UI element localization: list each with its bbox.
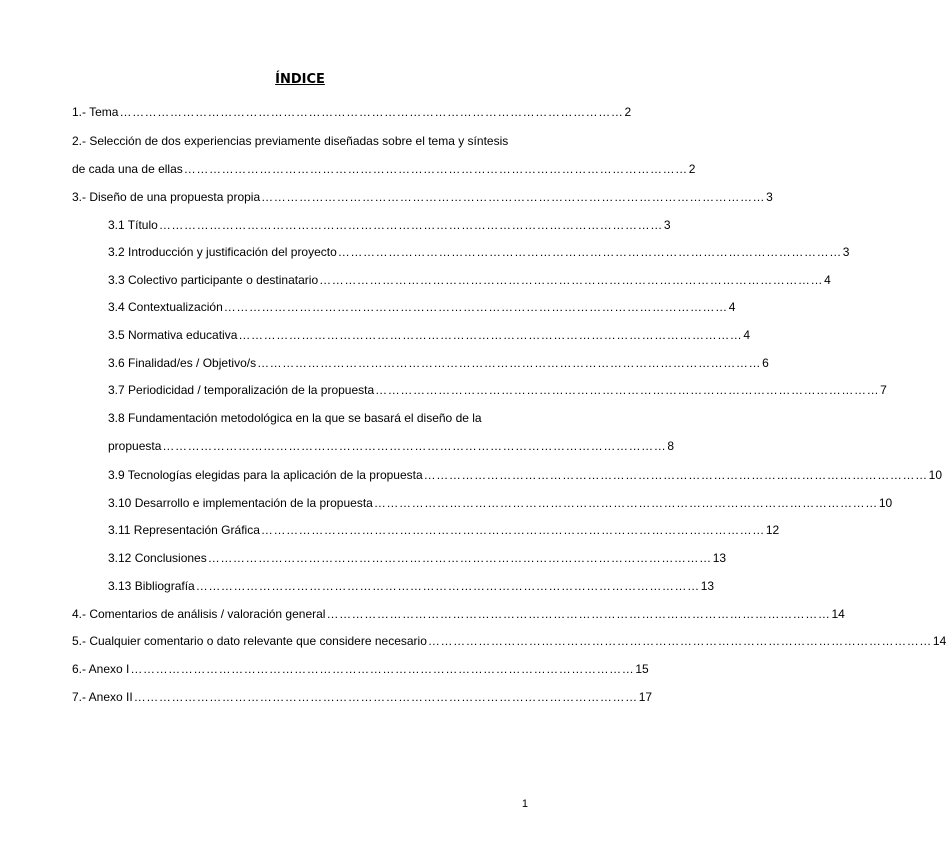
page-number: 1 [521,798,528,810]
toc-leader-dots: ………………………………………………………………………………………………………… [326,607,831,621]
toc-leader-dots: ………………………………………………………………………………………………………… [223,300,728,314]
toc-leader-dots: ………………………………………………………………………………………………………… [427,634,932,648]
toc-leader-dots: ………………………………………………………………………………………………………… [133,690,638,704]
toc-entry-title: 5.- Cualquier comentario o dato relevante que considere necesario [72,634,427,648]
toc-entry-title: 7.- Anexo II [72,690,133,704]
toc-subentry[interactable] [108,273,831,287]
toc-entry[interactable] [72,134,509,148]
toc-entry[interactable] [72,190,773,204]
toc-entry-title: 4.- Comentarios de análisis / valoración general [72,607,326,621]
toc-entry-page: 7 [880,383,887,397]
toc-entry-title-line1: 3.8 Fundamentación metodológica en la que se basará el diseño de la [108,411,482,425]
toc-entry-title: 3.7 Periodicidad / temporalización de la propuesta [108,383,375,397]
toc-entry-title: 3.1 Título [108,218,158,232]
toc-subentry[interactable] [108,218,671,232]
toc-entry-page: 14 [831,607,845,621]
toc-entry-page: 13 [712,551,727,565]
toc-entry-page: 10 [878,496,893,510]
toc-entry-page: 14 [932,634,946,648]
toc-entry-page: 2 [624,105,632,119]
toc-entry[interactable] [72,105,632,119]
toc-leader-dots: ………………………………………………………………………………………………………… [158,218,663,232]
toc-entry-page: 8 [667,439,675,453]
toc-subentry[interactable] [108,411,516,425]
toc-leader-dots: ………………………………………………………………………………………………………… [373,496,878,510]
toc-entry[interactable] [72,634,946,648]
toc-entry-title: de cada una de ellas [72,162,183,176]
toc-subentry[interactable] [108,468,943,482]
toc-entry-page: 4 [728,300,736,314]
page-title: ÍNDICE [275,72,325,87]
toc-entry-title: 3.3 Colectivo participante o destinatario [108,273,319,287]
toc-subentry[interactable] [108,356,769,370]
toc-leader-dots: ………………………………………………………………………………………………………… [261,190,766,204]
toc-entry-page: 15 [635,662,649,676]
toc-leader-dots: ………………………………………………………………………………………………………… [207,551,712,565]
toc-entry-continuation[interactable] [72,162,696,176]
toc-subentry[interactable] [108,523,780,537]
toc-leader-dots: ………………………………………………………………………………………………………… [183,162,688,176]
toc-entry-title: 3.- Diseño de una propuesta propia [72,190,261,204]
toc-entry-title: 3.10 Desarrollo e implementación de la propuesta [108,496,373,510]
toc-entry[interactable] [72,607,845,621]
toc-entry-page: 17 [638,690,653,704]
toc-entry-page: 6 [762,356,769,370]
toc-entry-title: 3.5 Normativa educativa [108,328,238,342]
toc-leader-dots: ………………………………………………………………………………………………………… [260,523,765,537]
toc-entry-page: 3 [663,218,671,232]
toc-subentry[interactable] [108,245,850,259]
toc-entry-title-line1: 2.- Selección de dos experiencias previamente diseñadas sobre el tema y síntesis [72,134,509,148]
toc-entry-page: 12 [765,523,780,537]
toc-entry-page: 10 [928,468,943,482]
toc-entry-page: 3 [766,190,773,204]
toc-subentry[interactable] [108,300,736,314]
toc-leader-dots: ………………………………………………………………………………………………………… [130,662,635,676]
toc-entry-page: 13 [700,579,715,593]
toc-leader-dots: ………………………………………………………………………………………………………… [119,105,624,119]
toc-leader-dots: ………………………………………………………………………………………………………… [257,356,762,370]
toc-entry[interactable] [72,690,653,704]
toc-entry-page: 3 [842,245,850,259]
toc-entry-title: 3.11 Representación Gráfica [108,523,260,537]
toc-leader-dots: ………………………………………………………………………………………………………… [375,383,880,397]
toc-subentry[interactable] [108,551,727,565]
toc-entry[interactable] [72,662,649,676]
toc-entry-title: 3.4 Contextualización [108,300,223,314]
toc-subentry-continuation[interactable] [108,439,675,453]
toc-subentry[interactable] [108,328,751,342]
toc-entry-title: 3.2 Introducción y justificación del proyecto [108,245,337,259]
toc-entry-page: 4 [743,328,751,342]
toc-entry-title: 3.6 Finalidad/es / Objetivo/s [108,356,257,370]
toc-entry-title: 1.- Tema [72,105,119,119]
toc-entry-title: 3.9 Tecnologías elegidas para la aplicación de la propuesta [108,468,423,482]
toc-entry-title: 6.- Anexo I [72,662,130,676]
toc-entry-title: propuesta [108,439,162,453]
toc-subentry[interactable] [108,383,887,397]
toc-entry-title: 3.12 Conclusiones [108,551,207,565]
toc-leader-dots: ………………………………………………………………………………………………………… [319,273,824,287]
toc-leader-dots: ………………………………………………………………………………………………………… [238,328,743,342]
toc-leader-dots: ………………………………………………………………………………………………………… [162,439,667,453]
toc-subentry[interactable] [108,579,715,593]
toc-entry-title: 3.13 Bibliografía [108,579,195,593]
toc-entry-page: 4 [824,273,831,287]
toc-leader-dots: ………………………………………………………………………………………………………… [195,579,700,593]
toc-subentry[interactable] [108,496,893,510]
toc-leader-dots: ………………………………………………………………………………………………………… [423,468,928,482]
toc-entry-page: 2 [688,162,696,176]
toc-leader-dots: ………………………………………………………………………………………………………… [337,245,842,259]
